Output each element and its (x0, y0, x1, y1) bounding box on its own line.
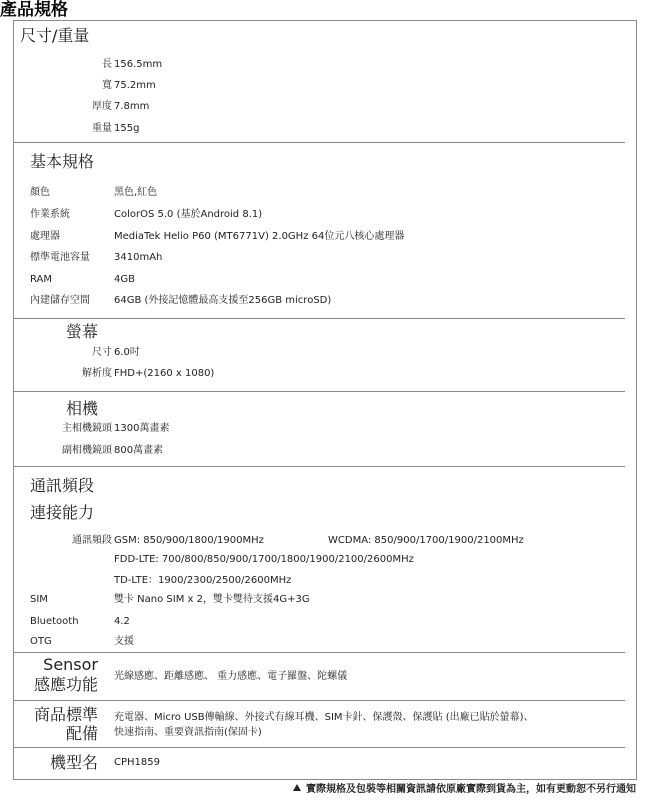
section-title: 相機 (65, 399, 98, 418)
spec-row (14, 97, 625, 117)
spec-value: 800萬畫素 (114, 445, 164, 456)
spec-value: CPH1859 (114, 757, 160, 768)
section-title-line1: Sensor (43, 655, 98, 674)
spec-value: 黑色,紅色 (114, 187, 158, 198)
spec-row (14, 590, 625, 610)
section-size-weight (14, 24, 625, 142)
warning-triangle-icon (293, 784, 301, 791)
spec-label: 長 (102, 59, 112, 70)
spec-value: 雙卡 Nano SIM x 2，雙卡雙待支援4G+3G (114, 594, 310, 605)
spec-row (14, 419, 625, 439)
spec-label: 作業系統 (30, 209, 70, 220)
spec-value: 7.8mm (114, 101, 150, 112)
spec-label: OTG (30, 636, 52, 647)
spec-value-line1: 充電器、Micro USB傳輸線、外接式有線耳機、SIM卡針、保護殼、保護貼 (出廠已貼於螢幕)、 (114, 712, 534, 723)
spec-value: 6.0吋 (114, 347, 140, 358)
spec-value: FHD+(2160 x 1080) (114, 368, 215, 379)
spec-label: 標準電池容量 (30, 252, 90, 263)
spec-label: 尺寸 (92, 347, 112, 358)
section-model (14, 748, 625, 780)
section-screen (14, 319, 625, 391)
spec-value: 64GB (外接記憶體最高支援至256GB microSD) (114, 295, 332, 306)
section-title-line2: 配備 (65, 724, 98, 743)
spec-row-td (14, 571, 625, 591)
section-communication (14, 467, 625, 652)
section-sensor (14, 653, 625, 700)
spec-value: 4GB (114, 274, 135, 285)
spec-row-bands (14, 531, 625, 551)
spec-label: Bluetooth (30, 616, 79, 627)
spec-value: MediaTek Helio P60 (MT6771V) 2.0GHz 64位元八核心處理器 (114, 231, 405, 242)
spec-label: 通訊頻段 (72, 535, 112, 546)
band-fdd-lte: FDD-LTE: 700/800/850/900/1700/1800/1900/2100/2600MHz (114, 554, 414, 565)
section-title-line2: 連接能力 (30, 503, 95, 522)
spec-row (14, 612, 625, 632)
spec-label: 副相機鏡頭 (62, 445, 112, 456)
section-title: 螢幕 (65, 322, 98, 341)
spec-value: 75.2mm (114, 80, 156, 91)
section-package (14, 701, 625, 747)
footer-note-text: 實際規格及包裝等相關資訊請依原廠實際到貨為主，如有更動恕不另行通知 (306, 784, 636, 795)
section-title-line1: 商品標準 (33, 705, 98, 724)
spec-label: 解析度 (82, 368, 112, 379)
spec-row (14, 364, 625, 384)
spec-label: 主相機鏡頭 (62, 423, 112, 434)
spec-value: 4.2 (114, 616, 130, 627)
spec-label: 厚度 (92, 101, 112, 112)
spec-value: 1300萬畫素 (114, 423, 170, 434)
section-title: 尺寸/重量 (20, 26, 90, 45)
spec-row (14, 667, 625, 687)
spec-label: 顏色 (30, 187, 50, 198)
band-gsm: GSM: 850/900/1800/1900MHz (114, 535, 264, 546)
spec-row (14, 55, 625, 75)
footer-note (293, 782, 636, 798)
spec-label: 重量 (92, 123, 112, 134)
page-title: 產品規格 (0, 0, 68, 20)
spec-label: 處理器 (30, 231, 60, 242)
section-title-line2: 感應功能 (33, 675, 98, 694)
spec-row (14, 227, 625, 247)
spec-row (14, 248, 625, 268)
spec-value: 155g (114, 123, 140, 134)
spec-value: 支援 (114, 636, 134, 647)
band-wcdma: WCDMA: 850/900/1700/1900/2100MHz (328, 535, 524, 546)
spec-row (14, 441, 625, 461)
spec-row (14, 632, 625, 652)
spec-row-fdd (14, 550, 625, 570)
spec-row (14, 723, 625, 743)
spec-value: 156.5mm (114, 59, 163, 70)
spec-label: SIM (30, 594, 48, 605)
spec-row (14, 753, 625, 773)
spec-row (14, 291, 625, 311)
spec-value: ColorOS 5.0 (基於Android 8.1) (114, 209, 263, 220)
section-camera (14, 392, 625, 466)
spec-value-line2: 快速指南、重要資訊指南(保固卡) (114, 727, 262, 738)
spec-value: 光線感應、距離感應、 重力感應、電子羅盤、陀螺儀 (114, 671, 348, 682)
section-title: 機型名 (49, 753, 98, 772)
spec-row (14, 183, 625, 203)
spec-row (14, 119, 625, 139)
spec-row (14, 343, 625, 363)
section-basic (14, 143, 625, 318)
spec-label: 內建儲存空間 (30, 295, 90, 306)
spec-row (14, 270, 625, 290)
section-title-line1: 通訊頻段 (30, 476, 95, 495)
spec-row (14, 205, 625, 225)
spec-row (14, 76, 625, 96)
spec-value: 3410mAh (114, 252, 163, 263)
band-td-lte: TD-LTE：1900/2300/2500/2600MHz (114, 575, 292, 586)
spec-label: 寬 (102, 80, 112, 91)
section-title: 基本規格 (30, 152, 95, 171)
spec-label: RAM (30, 274, 53, 285)
